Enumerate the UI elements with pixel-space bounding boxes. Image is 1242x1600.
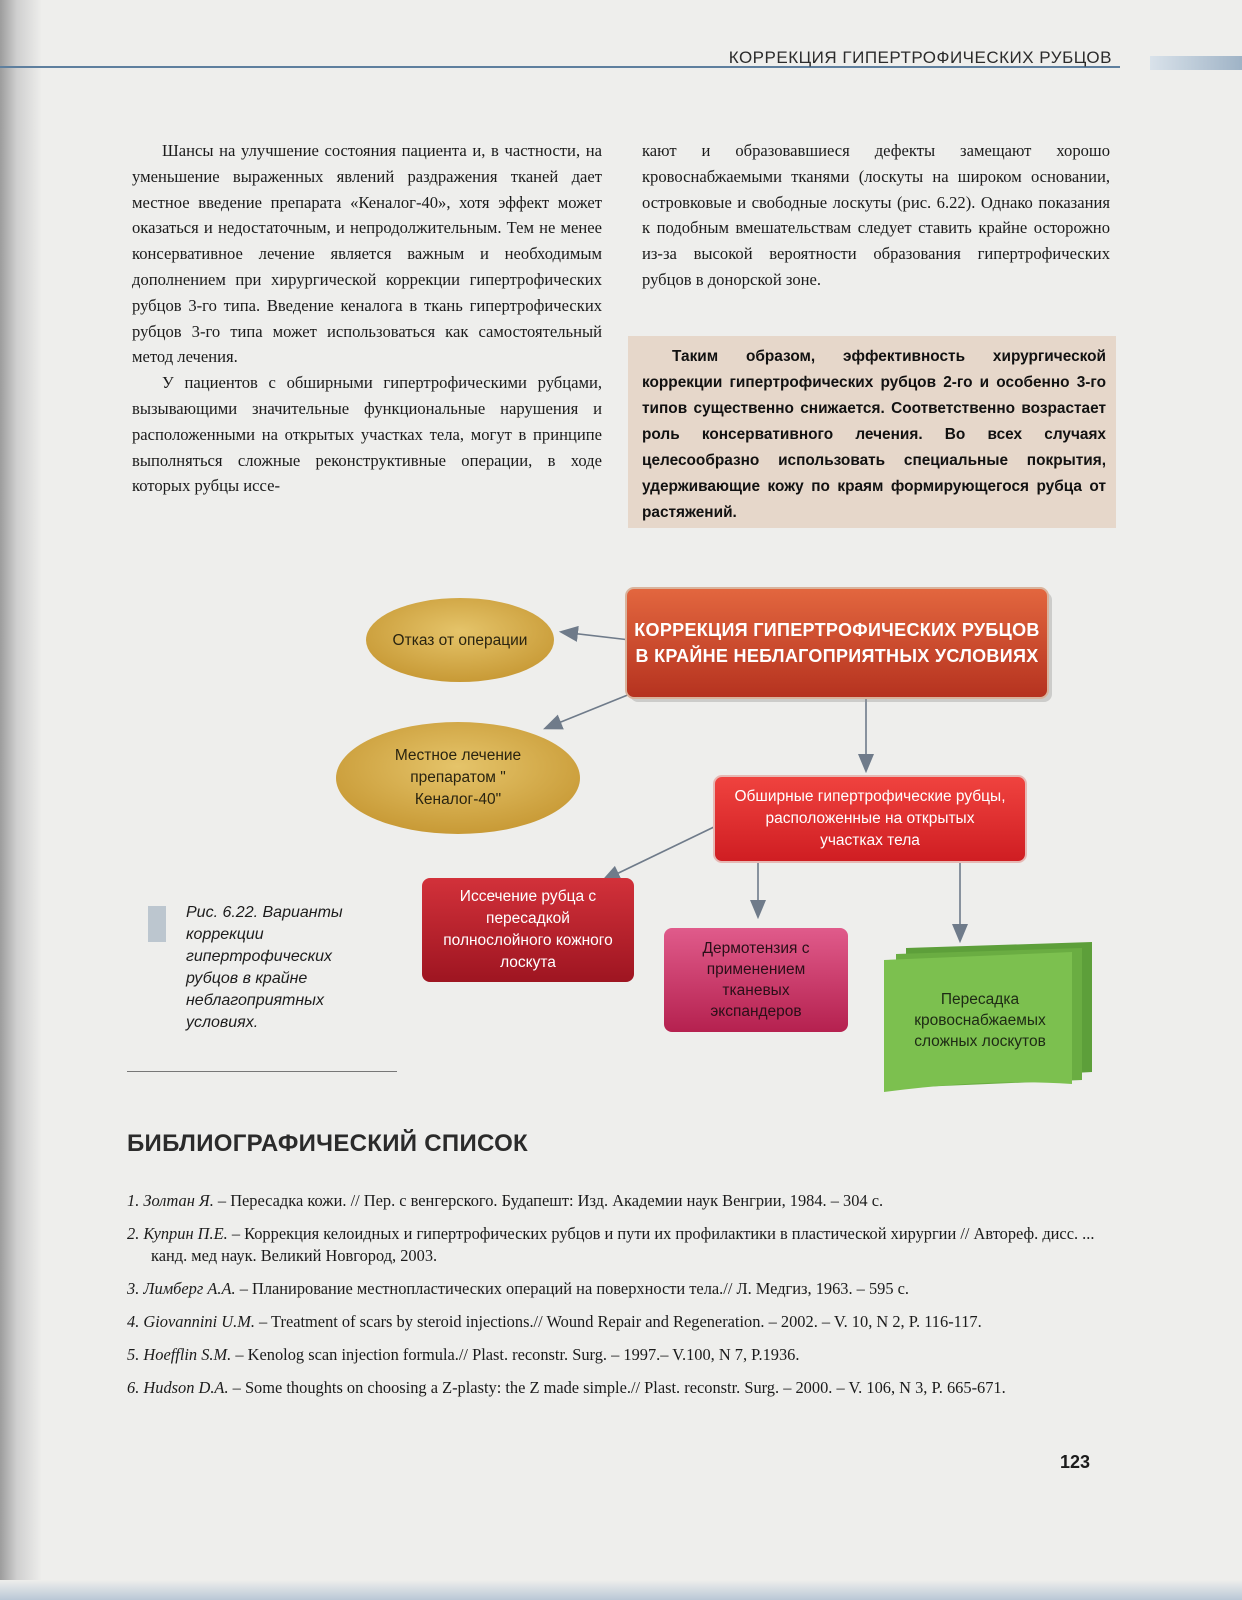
diagram-local-label: Местное лечение препаратом " Кеналог-40" xyxy=(394,747,522,808)
bib-number: 5. xyxy=(127,1345,140,1364)
running-header: КОРРЕКЦИЯ ГИПЕРТРОФИЧЕСКИХ РУБЦОВ xyxy=(728,48,1112,67)
diagram-flaps-label: Пересадка кровоснабжаемых сложных лоскутов xyxy=(914,990,1046,1050)
diagram-refusal-label: Отказ от операции xyxy=(392,631,528,649)
bib-number: 6. xyxy=(127,1378,140,1397)
bib-author: Hoefflin S.M. xyxy=(143,1345,232,1364)
paragraph: Шансы на улучшение состояния пациента и, в частности, на уменьшение выраженных явлений раздражения тканей дает местное введение препарата «Кеналог-40», хотя эффект может оказаться и недостаточным, и непродолжительным. Тем не менее консервативное лечение является важным и необходимым дополнением при хирургической коррекции гипертрофических рубцов 3-го типа. Введение кеналога в ткань гипертрофических рубцов 3-го типа может использоваться как самостоятельный метод лечения. xyxy=(132,141,602,367)
bib-author: Лимберг А.А. xyxy=(143,1279,236,1298)
bibliography-item xyxy=(127,1278,1112,1300)
arrow-to-excision xyxy=(604,826,716,880)
bib-number: 2. xyxy=(127,1224,140,1243)
bibliography-item xyxy=(127,1377,1112,1399)
arrow-to-refusal xyxy=(562,632,630,640)
page-number: 123 xyxy=(1060,1452,1091,1472)
diagram-main-label: КОРРЕКЦИЯ ГИПЕРТРОФИЧЕСКИХ РУБЦОВ В КРАЙНЕ НЕБЛАГОПРИЯТНЫХ УСЛОВИЯХ xyxy=(634,620,1040,666)
diagram-excision-node xyxy=(426,882,630,978)
arrow-to-local xyxy=(546,690,640,728)
bib-text: – Treatment of scars by steroid injections.// Wound Repair and Regeneration. – 2002. – V. 10, N 2, P. 116-117. xyxy=(254,1312,982,1331)
bibliography-item xyxy=(127,1311,1112,1333)
bib-text: – Коррекция келоидных и гипертрофических рубцов и пути их профилактики в пластической хирургии // Автореф. дисс. ... канд. мед наук. Великий Новгород, 2003. xyxy=(151,1224,1095,1265)
bib-number: 3. xyxy=(127,1279,140,1298)
summary-text: Таким образом, эффективность хирургической коррекции гипертрофических рубцов 2-го и особенно 3-го типов существенно снижается. Соответственно возрастает роль консервативного лечения. Во всех случаях целесообразно использовать специальные покрытия, удерживающие кожу по краям формирующегося рубца от растяжений. xyxy=(642,348,1106,521)
diagram-main-box xyxy=(632,592,1042,694)
diagram-dermotension-node xyxy=(668,932,844,1028)
bibliography-item xyxy=(127,1223,1112,1267)
diagram-extensive-label: Обширные гипертрофические рубцы, расположенные на открытых участках тела xyxy=(734,788,1006,849)
diagram-local-node xyxy=(356,738,560,818)
bib-number: 4. xyxy=(127,1312,140,1331)
diagram-flaps-node xyxy=(888,962,1072,1078)
bib-text: – Планирование местнопластических операций на поверхности тела.// Л. Медгиз, 1963. – 595 с. xyxy=(235,1279,910,1298)
diagram-extensive-node xyxy=(720,780,1020,858)
figure-caption: Рис. 6.22. Варианты коррекции гипертрофических рубцов в крайне неблагоприятных условиях. xyxy=(186,904,343,1031)
bib-text: – Пересадка кожи. // Пер. с венгерского. Будапешт: Изд. Академии наук Венгрии, 1984. – 304 с. xyxy=(213,1191,884,1210)
diagram-refusal-node xyxy=(376,608,544,672)
caption-marker xyxy=(148,906,166,942)
bibliography-item xyxy=(127,1190,1112,1212)
diagram-dermotension-label: Дермотензия с применением тканевых экспандеров xyxy=(702,940,810,1020)
bib-number: 1. xyxy=(127,1191,140,1210)
bib-author: Hudson D.A. xyxy=(143,1378,229,1397)
bibliography-list xyxy=(127,1190,1112,1410)
paragraph: У пациентов с обширными гипертрофическими рубцами, вызывающими значительные функциональные нарушения и расположенными на открытых участках тела, могут в принципе выполняться сложные реконструктивные операции, в ходе которых рубцы иссе- xyxy=(132,373,602,496)
caption-rule xyxy=(127,1071,397,1072)
bibliography-title: БИБЛИОГРАФИЧЕСКИЙ СПИСОК xyxy=(127,1130,528,1157)
bibliography-item xyxy=(127,1344,1112,1366)
bib-author: Золтан Я. xyxy=(143,1191,214,1210)
diagram-excision-label: Иссечение рубца с пересадкой полнослойного кожного лоскута xyxy=(443,888,613,971)
bib-text: – Some thoughts on choosing a Z-plasty: the Z made simple.// Plast. reconstr. Surg. – 2000. – V. 106, N 3, P. 665-671. xyxy=(228,1378,1006,1397)
bib-author: Giovannini U.M. xyxy=(143,1312,255,1331)
bib-author: Куприн П.Е. xyxy=(143,1224,228,1243)
paragraph: кают и образовавшиеся дефекты замещают хорошо кровоснабжаемыми тканями (лоскуты на широком основании, островковые и свободные лоскуты (рис. 6.22). Однако показания к подобным вмешательствам следует ставить крайне осторожно из-за высокой вероятности образования гипертрофических рубцов в донорской зоне. xyxy=(642,141,1110,289)
bib-text: – Kenolog scan injection formula.// Plast. reconstr. Surg. – 1997.– V.100, N 7, P.1936. xyxy=(231,1345,800,1364)
